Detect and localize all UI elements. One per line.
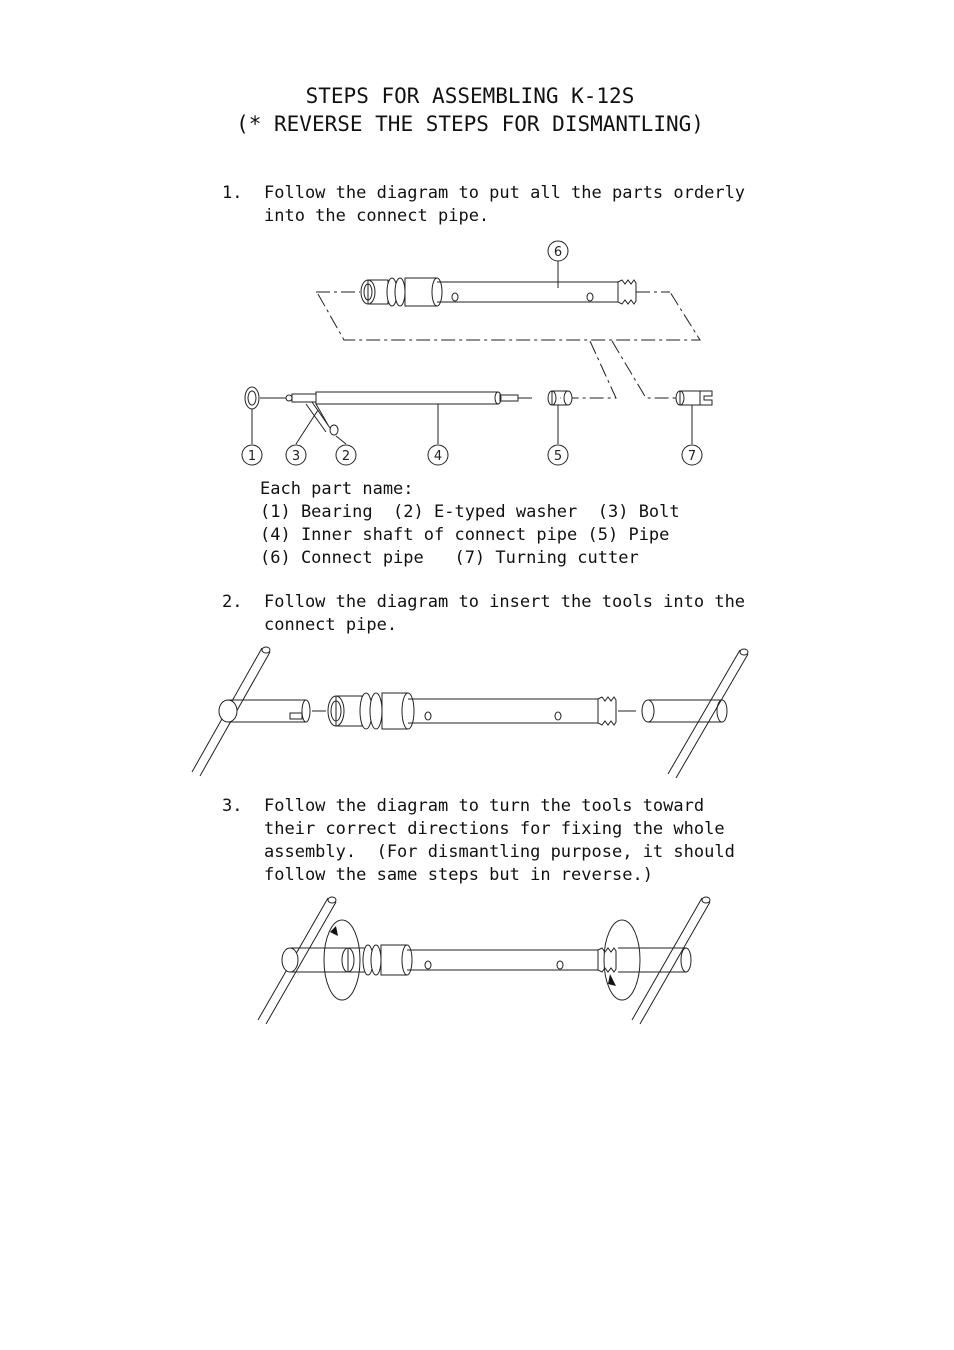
page-title: STEPS FOR ASSEMBLING K-12S <box>305 84 635 108</box>
callout-label: 4 <box>433 449 443 464</box>
callout-label: 5 <box>553 449 563 464</box>
parts-line: (1) Bearing (2) E-typed washer (3) Bolt <box>260 502 680 522</box>
callout-label: 1 <box>247 449 257 464</box>
parts-heading: Each part name: <box>260 479 414 499</box>
connect-pipe <box>328 693 616 729</box>
right-t-handle <box>642 649 748 778</box>
insert-tools-diagram <box>0 640 954 800</box>
step-line: follow the same steps but in reverse.) <box>264 865 653 885</box>
step-number: 2. <box>222 592 243 612</box>
callout-label: 7 <box>687 449 697 464</box>
exploded-parts-diagram <box>0 0 954 480</box>
step-text <box>264 591 744 637</box>
step-line: their correct directions for fixing the whole <box>264 819 725 839</box>
connect-pipe-part <box>361 278 636 306</box>
parts-list <box>260 478 680 570</box>
bearing-part <box>245 387 259 409</box>
connect-pipe <box>342 945 616 975</box>
parts-line: (6) Connect pipe (7) Turning cutter <box>260 548 639 568</box>
turn-tools-diagram <box>0 892 954 1032</box>
step-line: Follow the diagram to insert the tools into the <box>264 592 746 612</box>
parts-line: (4) Inner shaft of connect pipe (5) Pipe <box>260 525 670 545</box>
step-number: 1. <box>222 183 243 203</box>
step-line: assembly. (For dismantling purpose, it should <box>264 842 735 862</box>
step-line: connect pipe. <box>264 615 398 635</box>
left-t-handle <box>258 897 346 1024</box>
step-line: Follow the diagram to put all the parts orderly <box>264 183 746 203</box>
step-line: into the connect pipe. <box>264 206 490 226</box>
step-text <box>264 795 744 887</box>
callout-label: 2 <box>341 449 351 464</box>
step-number: 3. <box>222 796 243 816</box>
rotation-arrow-icon <box>608 974 616 986</box>
rotation-disk <box>604 920 640 1000</box>
left-t-handle <box>192 647 310 776</box>
turning-cutter-part <box>676 391 712 405</box>
right-t-handle <box>618 897 710 1024</box>
callout-label: 6 <box>553 245 563 260</box>
page-subtitle: (* REVERSE THE STEPS FOR DISMANTLING) <box>236 112 704 136</box>
inner-shaft-part <box>286 392 532 404</box>
callout-label: 3 <box>291 449 301 464</box>
bolt-part <box>306 402 338 435</box>
step-line: Follow the diagram to turn the tools toward <box>264 796 705 816</box>
